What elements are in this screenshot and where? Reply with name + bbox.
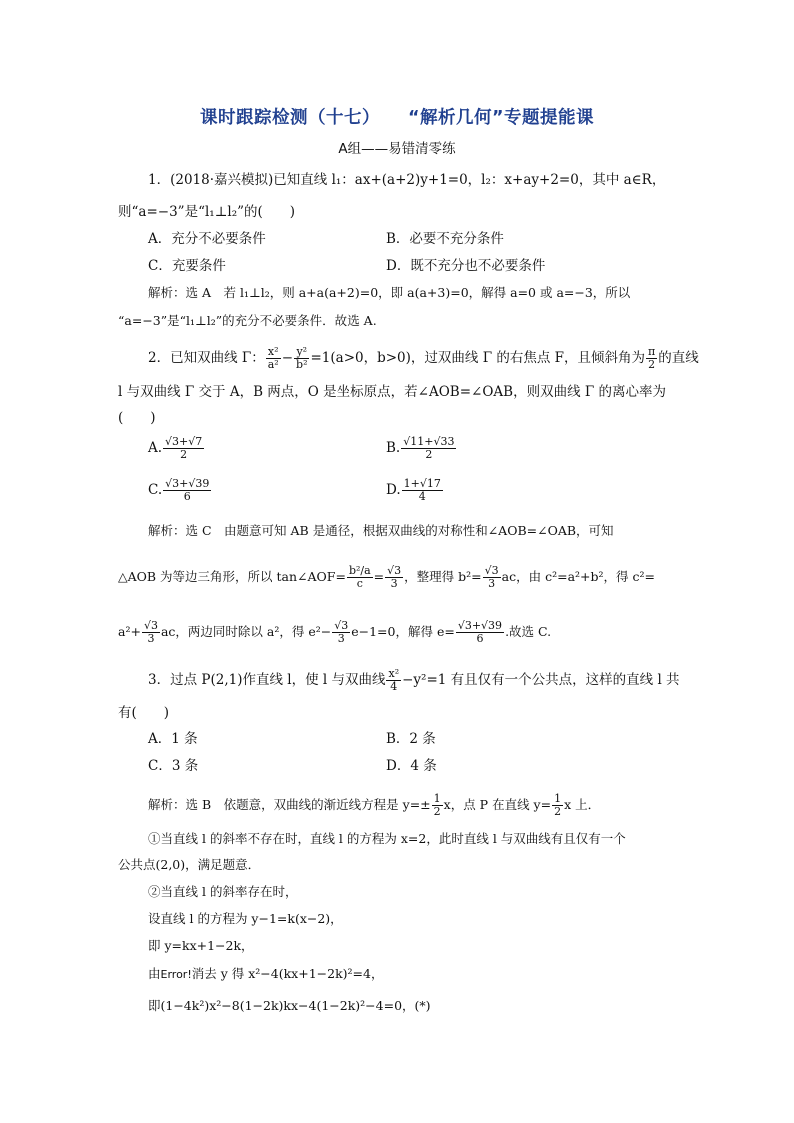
title-left: 课时跟踪检测（十七） — [199, 108, 380, 128]
section-subtitle: A组——易错清零练 — [338, 141, 456, 157]
q1-stem-line2: 则“a=−3”是“l₁⊥l₂”的( ) — [118, 204, 296, 220]
q2-solution-line3: a²+ $\frac{√3}{3}$ ac，两边同时除以 a²，得 e²− $\frac{√3}{3}$ e−1=0，解得 e= $\frac{√3+√39}{6}$ .故选 C. — [118, 619, 552, 645]
q1-solution-line2: “a=−3”是“l₁⊥l₂”的充分不必要条件．故选 A. — [118, 313, 377, 328]
q2-option-a: A. $\frac{√3+√7}{2}$ — [148, 435, 203, 461]
error-placeholder: Error! — [160, 968, 192, 981]
q2-option-d: D. $\frac{1+√17}{4}$ — [386, 477, 441, 503]
frac-pi-2: $\frac{\pi}{2}$ — [648, 345, 656, 371]
q2-solution-line2: △AOB 为等边三角形，所以 tan∠AOF= $\frac{\text{b²/a}}{c}$ = $\frac{√3}{3}$ ，整理得 b²= $\frac{√3}{3}$ ac，由 c²=a²+b²，得 c²= — [118, 564, 655, 590]
page-title — [0, 104, 794, 129]
frac-x2-4: $\frac{\text{x²}}{4}$ — [388, 667, 400, 693]
q3-case1-line1: ①当直线 l 的斜率不存在时，直线 l 的方程为 x=2，此时直线 l 与双曲线有且仅有一个 — [148, 831, 626, 846]
q3-stem-line2: 有( ) — [118, 705, 170, 721]
q3-stem-line1: 3．过点 P(2,1)作直线 l，使 l 与双曲线 $\frac{\text{x²}}{4}$ −y²=1 有且仅有一个公共点，这样的直线 l 共 — [148, 667, 680, 693]
q3-case2-line4: 由Error!消去 y 得 x²−4(kx+1−2k)²=4， — [148, 966, 384, 981]
q1-source: 1．(2018·嘉兴模拟) — [148, 172, 274, 188]
q1-stem-line1: 1．(2018·嘉兴模拟)已知直线 l₁：ax+(a+2)y+1=0，l₂：x+ay+2=0，其中 a∈R， — [148, 172, 666, 188]
q2-stem-line3: ( ) — [118, 410, 156, 426]
frac-tan: $\frac{\text{b²/a}}{c}$ — [348, 564, 371, 590]
q2-stem-line2: l 与双曲线 Γ 交于 A，B 两点，O 是坐标原点，若∠AOB=∠OAB，则双曲线 Γ 的离心率为 — [118, 384, 667, 400]
frac-y2-b2: $\frac{\text{y²}}{\text{b²}}$ — [296, 345, 308, 371]
q1-option-a: A．充分不必要条件 — [148, 231, 266, 247]
q3-case2-line5: 即(1−4k²)x²−8(1−2k)kx−4(1−2k)²−4=0，(*) — [148, 998, 431, 1013]
q3-case2-line1: ②当直线 l 的斜率存在时， — [148, 884, 298, 899]
q3-option-c: C．3 条 — [148, 758, 199, 774]
q3-option-a: A．1 条 — [148, 731, 198, 747]
q2-option-b: B. $\frac{√11+√33}{2}$ — [386, 435, 455, 461]
q1-solution-line1: 解析：选 A 若 l₁⊥l₂，则 a+a(a+2)=0，即 a(a+3)=0，解得 a=0 或 a=−3，所以 — [148, 285, 631, 300]
q1-option-c: C．充要条件 — [148, 258, 226, 274]
q2-option-c: C. $\frac{√3+√39}{6}$ — [148, 477, 210, 503]
q1-option-b: B．必要不充分条件 — [386, 231, 504, 247]
q3-case2-line3: 即 y=kx+1−2k， — [148, 938, 254, 953]
q3-solution-line1: 解析：选 B 依题意，双曲线的渐近线方程是 y=± $\frac{1}{2}$ x，点 P 在直线 y= $\frac{1}{2}$ x 上． — [148, 792, 601, 818]
q3-option-d: D．4 条 — [386, 758, 437, 774]
title-right: “解析几何”专题提能课 — [407, 108, 594, 128]
q3-case2-line2: 设直线 l 的方程为 y−1=k(x−2)， — [148, 911, 343, 926]
frac-x2-a2: $\frac{\text{x²}}{\text{a²}}$ — [267, 345, 279, 371]
q2-stem-line1: 2．已知双曲线 Γ： $\frac{\text{x²}}{\text{a²}}$ − $\frac{\text{y²}}{\text{b²}}$ =1(a>0，b>0)，过双曲线 Γ 的右焦点 F，且倾斜角为 $\frac{\pi}{2}$ 的直线 — [148, 345, 699, 371]
q1-option-d: D．既不充分也不必要条件 — [386, 258, 546, 274]
q2-solution-line1: 解析：选 C 由题意可知 AB 是通径，根据双曲线的对称性和∠AOB=∠OAB，可知 — [148, 523, 614, 538]
q3-case1-line2: 公共点(2,0)，满足题意． — [118, 857, 261, 872]
q3-option-b: B．2 条 — [386, 731, 436, 747]
